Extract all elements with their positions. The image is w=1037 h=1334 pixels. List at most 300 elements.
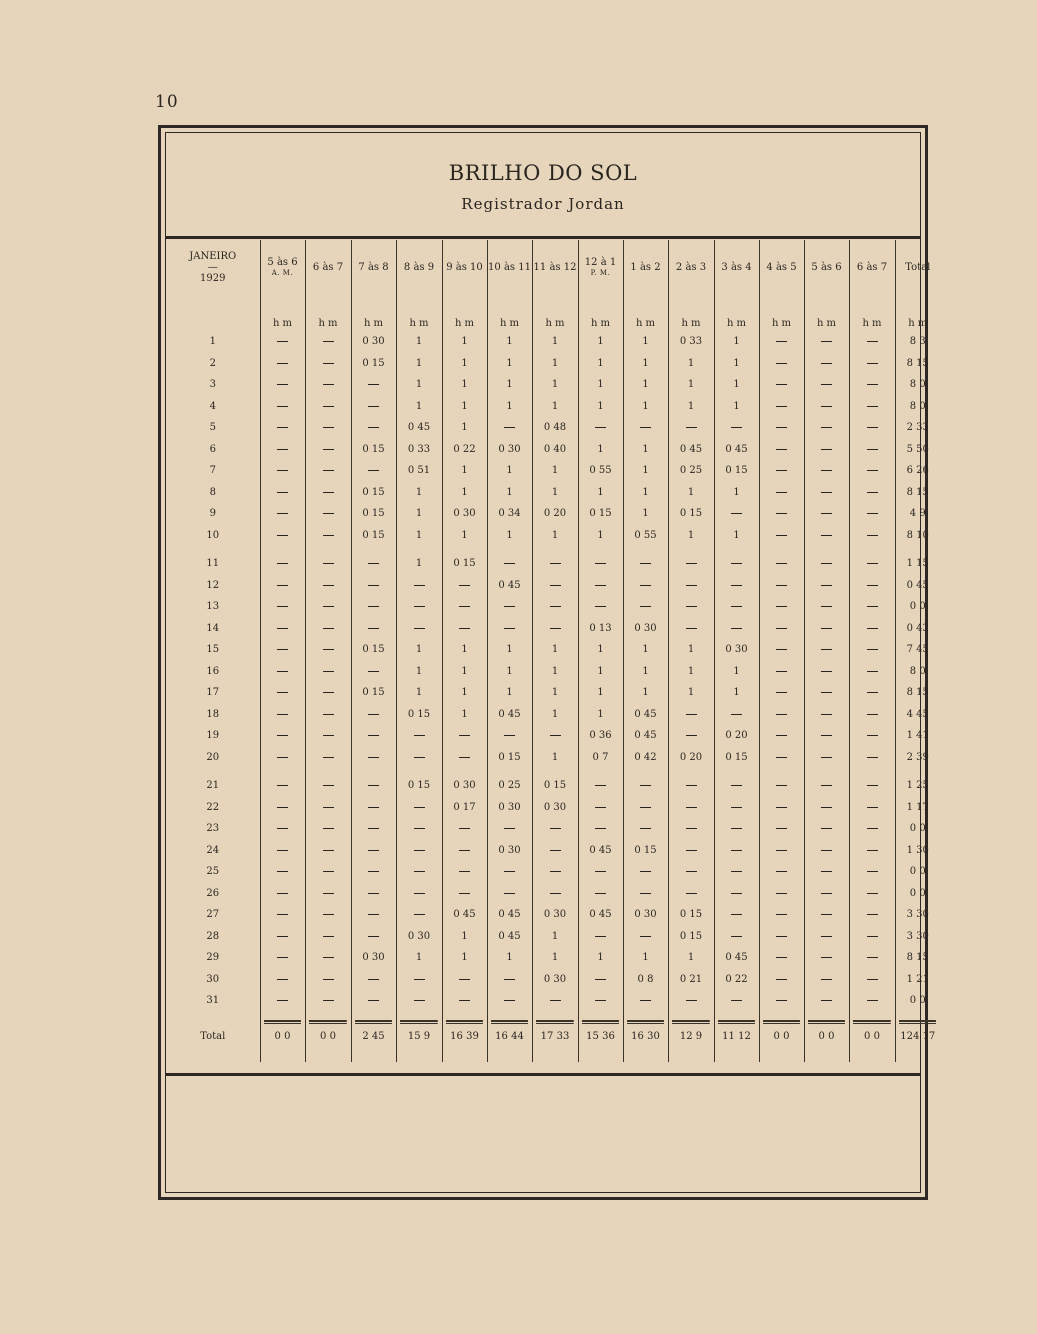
dash-mark — [414, 606, 425, 607]
table-frame-inner — [165, 132, 936, 1193]
day-label: 13 — [206, 601, 220, 613]
table-cell — [668, 725, 714, 747]
table-cell — [714, 883, 759, 905]
column-header — [578, 240, 623, 295]
dash-mark — [867, 936, 878, 937]
table-cell — [759, 747, 804, 769]
dash-mark — [867, 363, 878, 364]
dash-mark — [821, 735, 832, 736]
table-cell — [849, 331, 895, 353]
table-cell — [351, 396, 396, 418]
dash-mark — [277, 492, 288, 493]
table-cell — [260, 926, 305, 948]
table-cell: 1 — [578, 353, 623, 375]
table-row — [166, 704, 940, 726]
table-cell — [759, 525, 804, 547]
day-label: 29 — [206, 952, 220, 964]
dash-mark — [277, 735, 288, 736]
unit-blank — [166, 295, 260, 331]
dash-mark — [776, 363, 787, 364]
table-cell: 7 45 — [895, 639, 940, 661]
table-cell: 1 — [668, 482, 714, 504]
table-cell: 0 15 — [487, 747, 532, 769]
gap-cell — [849, 546, 895, 553]
table-cell: 4 45 — [895, 704, 940, 726]
day-label: 12 — [206, 579, 220, 591]
table-cell: 1 — [487, 353, 532, 375]
dash-mark — [414, 585, 425, 586]
dash-mark — [867, 714, 878, 715]
gap-cell — [623, 768, 668, 775]
dash-mark — [867, 692, 878, 693]
table-cell: 1 — [532, 374, 578, 396]
table-cell — [759, 861, 804, 883]
dash-mark — [368, 828, 379, 829]
table-cell — [714, 575, 759, 597]
gap-cell — [305, 768, 351, 775]
table-cell: 0 55 — [623, 525, 668, 547]
dash-mark — [867, 893, 878, 894]
dash-mark — [459, 871, 470, 872]
dash-mark — [776, 449, 787, 450]
dash-mark — [323, 979, 334, 980]
table-cell — [396, 575, 442, 597]
table-cell — [260, 482, 305, 504]
table-cell: 1 — [714, 353, 759, 375]
table-cell — [623, 596, 668, 618]
table-cell — [759, 618, 804, 640]
table-cell: 0 30 — [351, 947, 396, 969]
dash-mark — [867, 914, 878, 915]
column-header — [895, 240, 940, 295]
table-cell — [396, 747, 442, 769]
dash-mark — [323, 714, 334, 715]
table-cell: 1 — [668, 639, 714, 661]
table-cell: 0 0 — [260, 1012, 305, 1062]
dash-mark — [368, 785, 379, 786]
table-cell: 1 — [714, 331, 759, 353]
table-cell: 1 — [487, 396, 532, 418]
dash-mark — [277, 513, 288, 514]
table-cell — [532, 618, 578, 640]
table-cell — [396, 904, 442, 926]
table-cell — [849, 553, 895, 575]
column-header — [442, 240, 487, 295]
dash-mark — [368, 1000, 379, 1001]
table-cell — [804, 840, 849, 862]
table-cell: 0 0 — [804, 1012, 849, 1062]
table-cell: 0 30 — [442, 775, 487, 797]
table-row — [166, 417, 940, 439]
table-cell: 1 — [578, 331, 623, 353]
table-cell — [532, 990, 578, 1012]
month-header — [166, 240, 260, 295]
table-cell — [396, 797, 442, 819]
dash-mark — [731, 563, 742, 564]
dash-mark — [776, 649, 787, 650]
table-cell — [804, 797, 849, 819]
table-cell — [849, 904, 895, 926]
table-row — [166, 775, 940, 797]
table-cell — [759, 704, 804, 726]
dash-mark — [776, 828, 787, 829]
table-cell: 0 15 — [396, 775, 442, 797]
table-cell — [759, 904, 804, 926]
table-cell — [487, 990, 532, 1012]
dash-mark — [368, 563, 379, 564]
table-cell: 1 — [396, 396, 442, 418]
table-cell — [351, 840, 396, 862]
gap-cell — [260, 546, 305, 553]
table-cell — [759, 482, 804, 504]
dash-mark — [686, 893, 697, 894]
table-cell: 0 30 — [714, 639, 759, 661]
gap-cell — [895, 546, 940, 553]
column-header-label: 9 às 10 — [446, 262, 483, 273]
dash-mark — [821, 492, 832, 493]
table-cell — [578, 990, 623, 1012]
dash-mark — [414, 807, 425, 808]
table-cell — [623, 775, 668, 797]
table-cell: 16 39 — [442, 1012, 487, 1062]
dash-mark — [277, 828, 288, 829]
column-header-label: 11 às 12 — [533, 262, 577, 273]
dash-mark — [368, 406, 379, 407]
table-cell — [487, 969, 532, 991]
dash-mark — [821, 979, 832, 980]
table-cell: 1 — [578, 682, 623, 704]
table-cell: 1 — [623, 396, 668, 418]
table-cell — [260, 840, 305, 862]
table-cell: 1 — [396, 353, 442, 375]
table-cell — [623, 990, 668, 1012]
table-row — [166, 596, 940, 618]
table-cell — [442, 725, 487, 747]
table-cell: 16 44 — [487, 1012, 532, 1062]
table-cell: 1 — [578, 661, 623, 683]
table-cell: 0 30 — [351, 331, 396, 353]
day-label: 30 — [206, 973, 220, 985]
table-cell — [305, 704, 351, 726]
table-cell — [532, 883, 578, 905]
table-cell — [804, 417, 849, 439]
dash-mark — [323, 871, 334, 872]
gap-cell — [804, 546, 849, 553]
column-header — [532, 240, 578, 295]
dash-mark — [867, 384, 878, 385]
dash-mark — [731, 427, 742, 428]
table-cell — [305, 618, 351, 640]
table-cell — [759, 331, 804, 353]
dash-mark — [504, 606, 515, 607]
gap-cell — [351, 768, 396, 775]
dash-mark — [414, 628, 425, 629]
table-cell — [623, 883, 668, 905]
table-cell — [487, 818, 532, 840]
table-cell — [305, 374, 351, 396]
table-cell: 0 17 — [442, 797, 487, 819]
table-cell — [849, 618, 895, 640]
dash-mark — [550, 735, 561, 736]
dash-mark — [867, 871, 878, 872]
table-cell — [442, 969, 487, 991]
table-cell — [260, 439, 305, 461]
table-cell: 1 — [714, 682, 759, 704]
dash-mark — [776, 936, 787, 937]
table-cell — [578, 861, 623, 883]
table-cell: 1 15 — [895, 553, 940, 575]
dash-mark — [821, 363, 832, 364]
dash-mark — [776, 807, 787, 808]
table-cell: 1 — [442, 661, 487, 683]
dash-mark — [686, 850, 697, 851]
table-cell — [260, 747, 305, 769]
table-cell: 0 30 — [442, 503, 487, 525]
table-cell — [260, 947, 305, 969]
table-cell — [804, 353, 849, 375]
table-cell — [759, 990, 804, 1012]
table-row — [166, 883, 940, 905]
table-row — [166, 639, 940, 661]
table-cell — [351, 797, 396, 819]
dash-mark — [277, 871, 288, 872]
table-cell — [351, 553, 396, 575]
day-label: 5 — [209, 422, 216, 434]
table-cell — [351, 460, 396, 482]
dash-mark — [323, 341, 334, 342]
table-cell — [849, 969, 895, 991]
dash-mark — [821, 406, 832, 407]
dash-mark — [731, 807, 742, 808]
table-cell: 1 — [532, 331, 578, 353]
table-cell — [442, 861, 487, 883]
dash-mark — [277, 628, 288, 629]
dash-mark — [731, 714, 742, 715]
table-cell: 1 17 — [895, 797, 940, 819]
dash-mark — [595, 1000, 606, 1001]
table-cell — [804, 482, 849, 504]
dash-mark — [595, 807, 606, 808]
table-cell — [804, 396, 849, 418]
table-row — [166, 861, 940, 883]
table-cell — [351, 904, 396, 926]
table-cell: 0 15 — [351, 482, 396, 504]
unit-row — [166, 295, 940, 331]
table-cell: 8 0 — [895, 661, 940, 683]
table-cell — [804, 990, 849, 1012]
dash-mark — [731, 893, 742, 894]
table-cell — [305, 818, 351, 840]
dash-mark — [776, 871, 787, 872]
table-cell — [804, 725, 849, 747]
table-cell: 1 41 — [895, 725, 940, 747]
table-cell — [804, 947, 849, 969]
dash-mark — [686, 427, 697, 428]
dash-mark — [686, 871, 697, 872]
table-cell — [351, 725, 396, 747]
table-cell — [305, 661, 351, 683]
table-cell: 0 15 — [532, 775, 578, 797]
table-cell: 1 — [578, 947, 623, 969]
table-cell: 1 — [396, 639, 442, 661]
table-cell — [260, 639, 305, 661]
column-header — [396, 240, 442, 295]
table-cell — [849, 525, 895, 547]
table-cell: 8 15 — [895, 947, 940, 969]
table-body — [166, 331, 940, 1062]
dash-mark — [459, 1000, 470, 1001]
dash-mark — [867, 671, 878, 672]
table-cell — [804, 618, 849, 640]
table-cell: 0 45 — [487, 704, 532, 726]
table-cell: 1 — [532, 682, 578, 704]
table-cell — [487, 553, 532, 575]
gap-cell — [532, 768, 578, 775]
table-cell: 1 — [442, 639, 487, 661]
table-cell — [351, 926, 396, 948]
table-cell — [714, 503, 759, 525]
column-header — [305, 240, 351, 295]
table-cell: 1 — [532, 460, 578, 482]
table-row — [166, 503, 940, 525]
table-cell — [578, 926, 623, 948]
dash-mark — [323, 492, 334, 493]
dash-mark — [277, 757, 288, 758]
dash-mark — [867, 1000, 878, 1001]
dash-mark — [277, 936, 288, 937]
dash-mark — [686, 785, 697, 786]
dash-mark — [550, 628, 561, 629]
table-cell: 0 43 — [895, 618, 940, 640]
dash-mark — [323, 513, 334, 514]
dash-mark — [459, 585, 470, 586]
dash-mark — [368, 936, 379, 937]
dash-mark — [504, 871, 515, 872]
table-row — [166, 396, 940, 418]
table-cell — [260, 417, 305, 439]
dash-mark — [686, 735, 697, 736]
dash-mark — [867, 427, 878, 428]
dash-mark — [504, 979, 515, 980]
dash-mark — [867, 979, 878, 980]
table-cell — [260, 861, 305, 883]
table-row — [166, 482, 940, 504]
dash-mark — [277, 535, 288, 536]
table-cell — [623, 797, 668, 819]
table-cell — [260, 553, 305, 575]
dash-mark — [821, 427, 832, 428]
table-cell: 1 — [623, 639, 668, 661]
table-cell: 1 — [623, 460, 668, 482]
dash-mark — [867, 649, 878, 650]
table-cell: 0 45 — [578, 840, 623, 862]
column-header-label: 2 às 3 — [675, 262, 707, 273]
dash-mark — [821, 649, 832, 650]
table-cell — [849, 775, 895, 797]
table-cell: 0 45 — [623, 725, 668, 747]
day-label: 24 — [206, 844, 220, 856]
column-header-sub: A. M. — [271, 268, 294, 277]
table-cell: 0 25 — [487, 775, 532, 797]
table-cell — [305, 596, 351, 618]
table-cell: 1 — [532, 353, 578, 375]
table-cell — [804, 682, 849, 704]
dash-mark — [776, 893, 787, 894]
table-cell: 0 45 — [895, 575, 940, 597]
dash-mark — [640, 871, 651, 872]
dash-mark — [731, 1000, 742, 1001]
table-cell: 0 45 — [396, 417, 442, 439]
table-cell — [849, 596, 895, 618]
table-cell — [668, 553, 714, 575]
table-cell: 124 17 — [895, 1012, 940, 1062]
table-cell: 0 15 — [351, 503, 396, 525]
table-cell — [804, 596, 849, 618]
dash-mark — [323, 807, 334, 808]
table-cell — [849, 725, 895, 747]
table-cell — [532, 840, 578, 862]
column-header-label: Total — [905, 262, 931, 273]
dash-mark — [731, 628, 742, 629]
unit-label: h m — [442, 295, 487, 331]
day-label: 7 — [209, 465, 216, 477]
table-cell: 1 — [532, 704, 578, 726]
dash-mark — [323, 535, 334, 536]
table-cell — [442, 596, 487, 618]
gap-cell — [714, 546, 759, 553]
dash-mark — [277, 470, 288, 471]
table-cell: 1 — [487, 947, 532, 969]
table-cell: 2 45 — [351, 1012, 396, 1062]
dash-mark — [323, 757, 334, 758]
dash-mark — [776, 785, 787, 786]
dash-mark — [640, 807, 651, 808]
day-label: 28 — [206, 930, 220, 942]
dash-mark — [459, 628, 470, 629]
table-cell: 8 0 — [895, 396, 940, 418]
column-header-label: 10 às 11 — [488, 262, 531, 273]
dash-mark — [595, 563, 606, 564]
dash-mark — [368, 914, 379, 915]
table-cell: 0 30 — [396, 926, 442, 948]
table-cell: 0 30 — [487, 840, 532, 862]
table-cell — [396, 840, 442, 862]
table-cell — [849, 575, 895, 597]
table-cell: 1 — [714, 396, 759, 418]
table-cell — [260, 331, 305, 353]
dash-mark — [776, 341, 787, 342]
table-cell: 1 — [578, 374, 623, 396]
table-cell — [532, 575, 578, 597]
table-cell — [396, 861, 442, 883]
table-cell: 1 — [396, 682, 442, 704]
table-cell: 0 48 — [532, 417, 578, 439]
table-cell: 1 — [442, 682, 487, 704]
table-cell — [578, 417, 623, 439]
table-cell — [668, 818, 714, 840]
table-cell: 0 45 — [487, 904, 532, 926]
dash-mark — [323, 649, 334, 650]
dash-mark — [776, 979, 787, 980]
table-cell — [351, 818, 396, 840]
dash-mark — [821, 585, 832, 586]
table-row — [166, 818, 940, 840]
day-label: 8 — [209, 486, 216, 498]
table-cell — [260, 682, 305, 704]
dash-mark — [821, 957, 832, 958]
table-cell — [804, 503, 849, 525]
dash-mark — [368, 427, 379, 428]
